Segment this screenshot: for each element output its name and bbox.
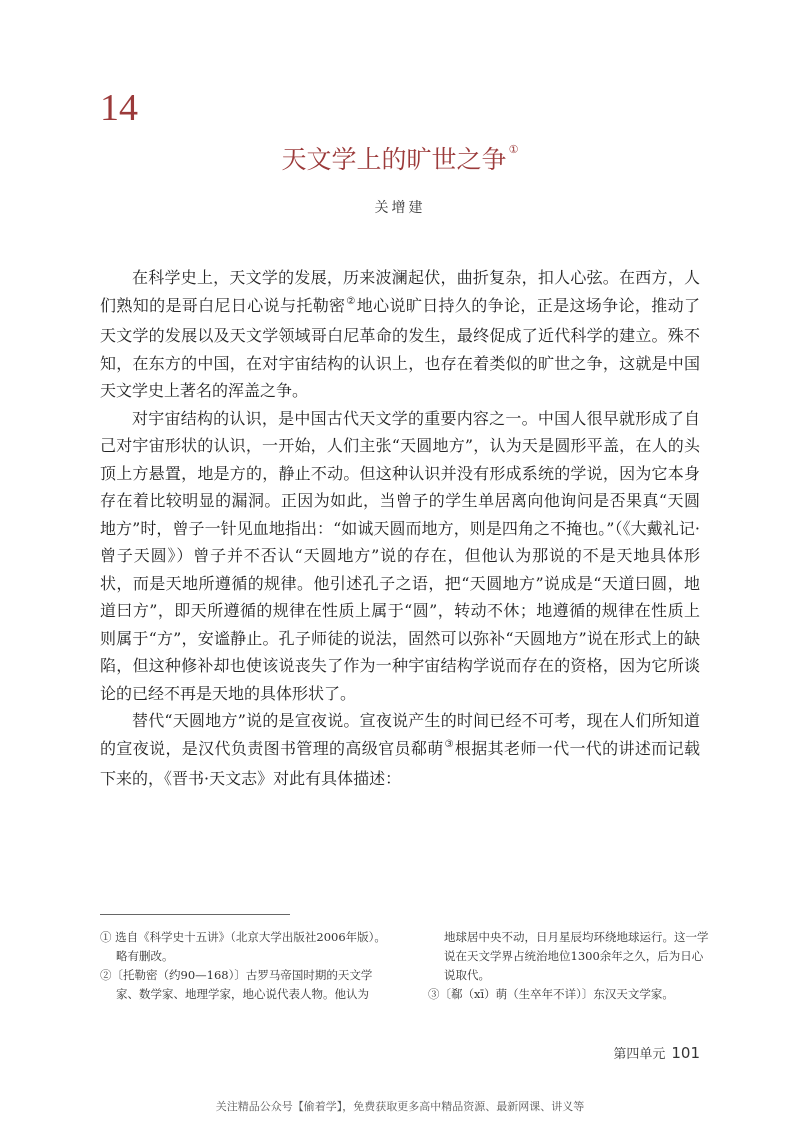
body-text — [100, 264, 700, 793]
footnotes-left-column — [100, 928, 390, 1004]
paragraph-1-part-a: 在科学史上，天文学的发展，历来波澜起伏，曲折复杂，扣人心弦。在西方，人们熟知的是哥白尼日心说与托勒密 — [100, 268, 700, 315]
article-title — [0, 140, 800, 176]
footnote-2: ②〔托勒密（约90—168）〕古罗马帝国时期的天文学家、数学家、地理学家，地心说代表人物。他认为 — [100, 968, 373, 1001]
paragraph-3-part-b: 根据其老师一代一代的讲述而记载下来的，《晋书·天文志》对此有具体描述： — [100, 738, 700, 788]
paragraph-1 — [100, 264, 700, 405]
paragraph-1-part-b: 地心说旷日持久的争论，正是这场争论，推动了天文学的发展以及天文学领域哥白尼革命的发生，最终促成了近代科学的建立。殊不知，在东方的中国，在对宇宙结构的认识上，也存在着类似的旷世之争，这就是中国天文学史上著名的浑盖之争。 — [100, 295, 700, 400]
paragraph-3 — [100, 707, 700, 793]
footnote-2-continued: 地球居中央不动，日月星辰均环绕地球运行。这一学说在天文学界占统治地位1300余年之久，后为日心说取代。 — [444, 930, 709, 982]
footnote-1: ① 选自《科学史十五讲》（北京大学出版社2006年版）。略有删改。 — [100, 930, 386, 963]
footnotes-right-column — [428, 928, 712, 1004]
paragraph-3-part-a: 替代“天圆地方”说的是宣夜说。宣夜说产生的时间已经不可考，现在人们所知道的宣夜说，是汉代负责图书管理的高级官员郗萌 — [100, 711, 700, 758]
page-footer — [613, 1043, 700, 1062]
footnote-mark-2[interactable]: ② — [346, 295, 356, 307]
footnote-mark-3[interactable]: ③ — [444, 738, 454, 750]
lesson-number: 14 — [100, 87, 138, 129]
promo-text: 关注精品公众号【偷着学】，免费获取更多高中精品资源、最新网课、讲义等 — [215, 1100, 585, 1113]
author-name: 关增建 — [374, 200, 426, 216]
page-number: 101 — [671, 1044, 700, 1062]
title-footnote-mark[interactable]: ① — [508, 142, 519, 156]
unit-label: 第四单元 — [613, 1047, 666, 1062]
paragraph-2: 对宇宙结构的认识，是中国古代天文学的重要内容之一。中国人很早就形成了自己对宇宙形状的认识，一开始，人们主张“天圆地方”，认为天是圆形平盖，在人的头顶上方悬置，地是方的，静止不动。但这种认识并没有形成系统的学说，因为它本身存在着比较明显的漏洞。正因为如此，当曾子的学生单居离向他询问是否果真“天圆地方”时，曾子一针见血地指出：“如诚天圆而地方，则是四角之不掩也。”（《大戴礼记·曾子天圆》）曾子并不否认“天圆地方”说的存在，但他认为那说的不是天地具体形状，而是天地所遵循的规律。他引述孔子之语，把“天圆地方”说成是“天道曰圆，地道曰方”，即天所遵循的规律在性质上属于“圆”，转动不休；地遵循的规律在性质上则属于“方”，安谧静止。孔子师徒的说法，固然可以弥补“天圆地方”说在形式上的缺陷，但这种修补却也使该说丧失了作为一种宇宙结构学说而存在的资格，因为它所谈论的已经不再是天地的具体形状了。 — [100, 408, 700, 703]
footnote-3: ③〔郗（xī）萌（生卒年不详）〕东汉天文学家。 — [428, 987, 674, 1001]
title-text: 天文学上的旷世之争 — [281, 145, 507, 174]
footnote-divider — [100, 914, 290, 915]
